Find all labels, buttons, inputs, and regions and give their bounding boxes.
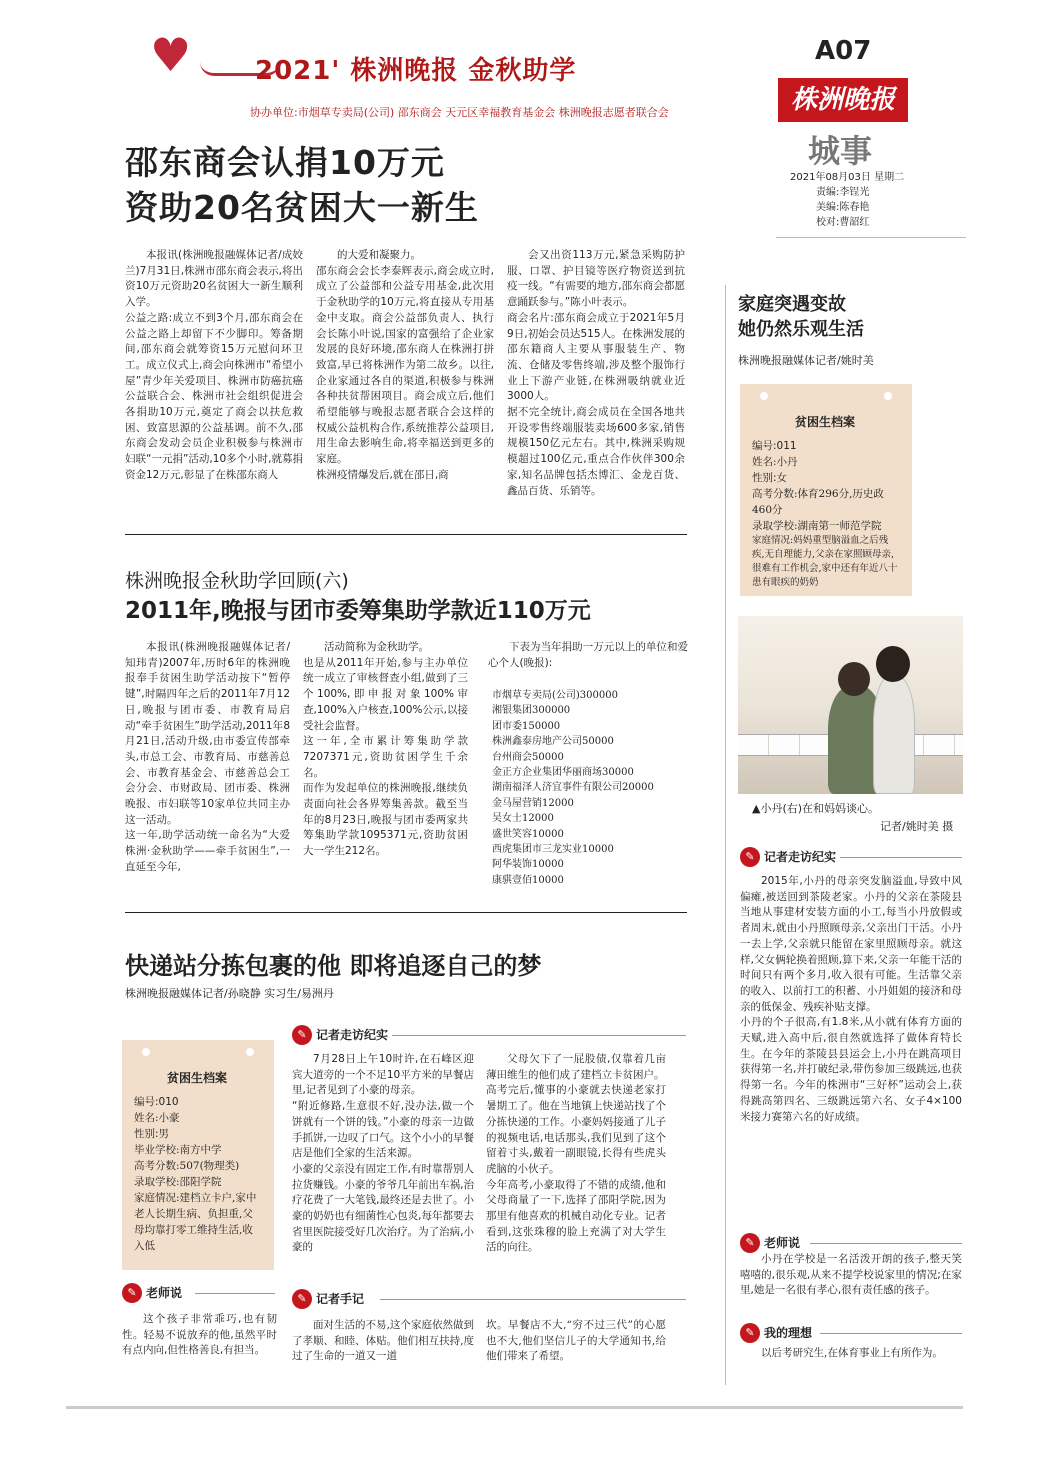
divider: [195, 1293, 275, 1294]
article3-visit-col1: 7月28日上午10时许,在石峰区迎宾大道旁的一个不足10平方米的早餐店里,记者见到了小豪的母亲。 “附近修路,生意很不好,没办法,做一个饼就有一个饼的钱。”小豪的母亲一边做手抓饼,一边叹了口气。这个小小的早餐店是他们全家的生活来源。 小豪的父亲没有固定工作,有时靠帮别人拉货赚钱。小豪的爷爷几年前出车祸,治疗花费了一大笔钱,最终还是去世了。小豪的奶奶也有细菌性心包炎,每年都要去省里医院接受好几次治疗。为了治病,小豪的: [292, 1053, 474, 1254]
article3-visit-col2: 父母欠下了一屁股债,仅靠着几亩薄田维生的他们成了建档立卡贫困户。 高考完后,懂事的小豪就去快递老家打暑期工了。他在当地镇上快递站找了个分拣快递的工作。小豪妈妈接通了儿子的视频电话,电话那头,我们见到了这个留着寸头,戴着一副眼镜,长得有些虎头虎脑的小伙子。 今年高考,小豪取得了不错的成绩,他和父母商量了一下,选择了邵阳学院,因为那里有他喜欢的机械自动化专业。记者看到,这张珠穆的脸上充满了对大学生活的向往。: [486, 1053, 666, 1254]
pen-icon: ✎: [740, 1323, 760, 1343]
tag-label: 我的理想: [764, 1326, 813, 1340]
card-hole: [884, 392, 892, 400]
designer: 美编:陈春艳: [816, 202, 870, 213]
card-number: 编号:010: [134, 1096, 179, 1108]
photo-mother-daughter: [738, 616, 963, 794]
list-item: 西虎集团市三龙实业10000: [492, 844, 614, 856]
article2-kicker: 株洲晚报金秋助学回顾(六): [125, 570, 349, 592]
donor-intro: 下表为当年捐助一万元以上的单位和爱心个人(晚报):: [488, 641, 688, 669]
tag-label: 记者走访纪实: [764, 850, 837, 864]
article2-col1: 本报讯(株洲晚报融媒体记者/知玮青)2007年,历时6年的株洲晚报奉手贫困生助学活动按下“暂停键”,时隔四年之后的2011年7月12日,晚报与团市委、市教育局启动“牵手贫困生”助学活动,2011年8月21日,活动升级,由市委宣传部牵头,市总工会、市教育局、市慈善总会、市教育基金会、市慈善总会工会分会、市财政局、团市委、株洲晚报、市妇联等10家单位共同主办这一活动。 这一年,助学活动统一命名为“大爱株洲·金秋助学——牵手贫困生”,一直延至今年,: [125, 641, 290, 873]
list-item: 台州商会50000: [492, 751, 564, 763]
list-item: 株洲鑫泰房地产公司50000: [492, 736, 614, 748]
divider: [840, 857, 962, 858]
article3-notes-col2: 坎。早餐店不大,“穷不过三代”的心愿也不大,他们坚信儿子的大学通知书,给他们带来了希望。: [486, 1319, 666, 1363]
card-school: 毕业学校:南方中学: [134, 1144, 222, 1156]
tag-label: 记者手记: [316, 1292, 365, 1306]
sidebar-visit-text: 2015年,小丹的母亲突发脑溢血,导致中风偏瘫,被送回到茶陵老家。小丹的父亲在茶陵县当地从事建材安装方面的小工,每当小丹放假或者周末,就由小丹照顾母亲,父亲出门干活。小丹一去上学,父亲就只能留在家里照顾母亲。就这样,父女俩轮换着照顾,算下来,父亲一年能干活的时间只有两个多月,收入很有可能。生活靠父亲的收入、以前打工的积蓄、小丹姐姐的接济和母亲的低保金、残疾补贴支撑。 小丹的个子很高,有1.8米,从小就有体育方面的天赋,进入高中后,很自然就选择了做体育特长生。在今年的茶陵县县运会上,小丹在跳高项目获得第一名,并打破纪录,带伤参加三级跳远,也获得第一名。今年的株洲市“三好杯”运动会上,获得跳高第四名、三级跳远第六名、女子4×100米接力赛第六名的好成绩。: [740, 875, 962, 1123]
article3-byline: 株洲晚报融媒体记者/孙晓静 实习生/易洲丹: [125, 987, 334, 1000]
headline-line: 家庭突遇变故: [738, 294, 846, 315]
article1-headline: [125, 140, 479, 230]
card-score: 高考分数:体育296分,历史政460分: [752, 488, 884, 516]
pen-icon: ✎: [292, 1025, 312, 1045]
card-admitted: 录取学校:邵阳学院: [134, 1176, 222, 1188]
card-family: 家庭情况:建档立卡户,家中老人长期生病、负担重,父母均靠打零工维持生活,收入低: [134, 1192, 257, 1252]
mother-head: [838, 662, 870, 696]
list-item: 金马屋营销12000: [492, 797, 574, 809]
article3-notes-col1: 面对生活的不易,这个家庭依然做到了孝顺、和睦、体贴。他们相互扶持,度过了生命的一道又一道: [292, 1319, 474, 1363]
article2-col2: 活动简称为金秋助学。 也是从2011年开始,参与主办单位统一成立了审核督查小组,做到了三个100%,即申报对象100%审查,100%入户核查,100%公示,以接受社会监督。 这一年,全市累计筹集助学款7207371元,资助贫困学生千余名。 而作为发起单位的株洲晚报,继续负责面向社会各界筹集善款。截至当年的8月23日,晚报与团市委两家共筹集助学款1095371元,资助贫困大一学生212名。: [303, 641, 468, 858]
sidebar-byline: 株洲晚报融媒体记者/姚时美: [738, 354, 874, 367]
photo-caption: ▲小丹(右)在和妈妈谈心。: [752, 802, 880, 815]
sidebar-dream-text: 以后考研究生,在体育事业上有所作为。: [761, 1347, 943, 1359]
teacher-tag: [740, 1232, 800, 1254]
page-bottom-rule: [66, 1406, 963, 1409]
banner: [130, 28, 750, 119]
divider: [810, 1243, 962, 1244]
divider: [125, 534, 687, 535]
card-title: 贫困生档案: [166, 1071, 227, 1085]
proofreader: 校对:曹韶红: [816, 217, 870, 228]
card-gender: 性别:女: [752, 472, 788, 484]
list-item: 盛世笑容10000: [492, 828, 564, 840]
card-admitted: 录取学校:湖南第一师范学院: [752, 520, 882, 532]
article1-col2: 的大爱和凝聚力。 邵东商会会长李泰辉表示,商会成立时,成立了公益部和公益专用基金,此次用于金秋助学的10万元,将直接从专用基金中支取。商会公益部负责人、执行会长陈小叶说,国家的富强给了企业家发展的良好环境,邵东商人在株洲打拼致富,早已将株洲作为第二故乡。以往,企业家通过各自的渠道,积极参与株洲各种扶贫帮困项目。商会成立后,他们希望能够与晚报志愿者联合会这样的权威公益机构合作,系统推荐公益项目,用生命去影响生命,将幸福送到更多的家庭。 株洲疫情爆发后,就在邵日,商: [316, 249, 494, 481]
photo-credit: 记者/姚时美 摄: [880, 820, 954, 833]
page-number: A07: [815, 36, 872, 66]
pen-icon: ✎: [292, 1289, 312, 1309]
section-name: 城事: [808, 132, 873, 170]
teacher-tag: [122, 1282, 182, 1304]
daughter-figure: [873, 676, 915, 794]
list-item: 康骐壹佰10000: [492, 874, 564, 886]
list-item: 湘银集团300000: [492, 705, 571, 717]
banner-title: 2021' 株洲晚报 金秋助学: [255, 56, 577, 86]
article1-col1: 本报讯(株洲晚报融媒体记者/成姣兰)7月31日,株洲市邵东商会表示,将出资10万元资助20名贫困大一新生顺利入学。 公益之路:成立不到3个月,邵东商会在公益之路上却留下不少脚印。筹备期间,邵东商会就筹资15万元慰问环卫工。成立仪式上,商会向株洲市“希望小屋”青少年关爱项目、株洲市防癌抗癌公益联合会、株洲市社会组织促进会各捐助10万元,奠定了商会以扶危救困、致富思源的公益基调。前不久,邵东商会发动会员企业积极参与株洲市妇联“一元捐”活动,10多个小时,就募捐资金12万元,彰显了在株邵东商人: [125, 249, 303, 481]
divider: [125, 912, 687, 913]
card-name: 姓名:小丹: [752, 456, 798, 468]
date: 2021年08月03日 星期二: [790, 172, 905, 183]
pen-icon: ✎: [740, 1233, 760, 1253]
list-item: 市烟草专卖局(公司)300000: [492, 690, 618, 701]
card-family: 家庭情况:妈妈重型脑溢血之后残疾,无自理能力,父亲在家照顾母亲,很难有工作机会,家中还有年近八十患有眼疾的奶奶: [752, 535, 898, 588]
donor-list: [492, 688, 654, 888]
card-title: 贫困生档案: [794, 415, 855, 429]
profile-card: [740, 384, 912, 596]
article2-headline: 2011年,晚报与团市委筹集助学款近110万元: [125, 598, 591, 624]
headline-line: 邵东商会认捐10万元: [125, 143, 445, 182]
divider: [776, 237, 966, 238]
profile-card: [122, 1040, 274, 1270]
sidebar-divider: [725, 285, 726, 1385]
tag-label: 记者走访纪实: [316, 1028, 389, 1042]
brand-logo: 株洲晚报: [778, 78, 908, 122]
divider: [820, 1333, 962, 1334]
divider: [392, 1035, 686, 1036]
sidebar-teacher-text: 小丹在学校是一名活泼开朗的孩子,整天笑嘻嘻的,很乐观,从来不提学校说家里的情况;在家里,她是一名很有孝心,很有责任感的孩子。: [740, 1253, 962, 1297]
notes-tag: [292, 1288, 364, 1310]
list-item: 吴女士12000: [492, 813, 554, 825]
dateline: [790, 170, 904, 230]
card-name: 姓名:小豪: [134, 1112, 180, 1124]
pen-icon: ✎: [122, 1283, 142, 1303]
list-item: 金正方企业集团华丽商场30000: [492, 767, 634, 779]
card-hole: [142, 1048, 150, 1056]
card-hole: [760, 392, 768, 400]
headline-line: 资助20名贫困大一新生: [125, 188, 479, 227]
sponsors: 协办单位:市烟草专卖局(公司) 邵东商会 天元区幸福教育基金会 株洲晚报志愿者联合会: [250, 106, 669, 119]
daughter-head: [876, 646, 910, 682]
card-hole: [246, 1048, 254, 1056]
article3-teacher-text: 这个孩子非常乖巧,也有韧性。轻易不说放弃的他,虽然平时有点内向,但性格善良,有担当。: [122, 1313, 277, 1357]
visit-tag: [292, 1024, 388, 1046]
card-score: 高考分数:507(物理类): [134, 1160, 240, 1172]
card-gender: 性别:男: [134, 1128, 170, 1140]
headline-line: 她仍然乐观生活: [738, 319, 864, 340]
card-number: 编号:011: [752, 440, 797, 452]
article3-headline: 快递站分拣包裹的他 即将追逐自己的梦: [125, 952, 542, 980]
sidebar-headline: [738, 292, 864, 342]
pen-icon: ✎: [740, 847, 760, 867]
dream-tag: [740, 1322, 812, 1344]
tag-label: 老师说: [146, 1286, 183, 1300]
list-item: 阿华装饰10000: [492, 859, 564, 871]
visit-tag: [740, 846, 836, 868]
divider: [380, 1299, 686, 1300]
tag-label: 老师说: [764, 1236, 801, 1250]
list-item: 团市委150000: [492, 720, 561, 732]
editor: 责编:李锃光: [816, 187, 870, 198]
list-item: 湖南福泽人济宜事件有限公司20000: [492, 782, 654, 794]
heart-icon: ♥: [150, 28, 192, 82]
article1-col3: 会又出资113万元,紧急采购防护服、口罩、护目镜等医疗物资送到抗疫一线。“有需要的地方,邵东商会都愿意踊跃参与。”陈小叶表示。 商会名片:邵东商会成立于2021年5月9日,初始会员达515人。在株洲发展的邵东籍商人主要从事服装生产、物流、仓储及零售终端,涉及整个服饰行业上下游产业链,在株洲吸纳就业近3000人。 据不完全统计,商会成员在全国各地共开设零售终端服装卖场600多家,销售规模150亿元左右。其中,株洲采购规模超过100亿元,重点合作伙伴300余家,知名品牌包括杰博汇、金龙百货、鑫品百货、乐销等。: [507, 249, 685, 497]
